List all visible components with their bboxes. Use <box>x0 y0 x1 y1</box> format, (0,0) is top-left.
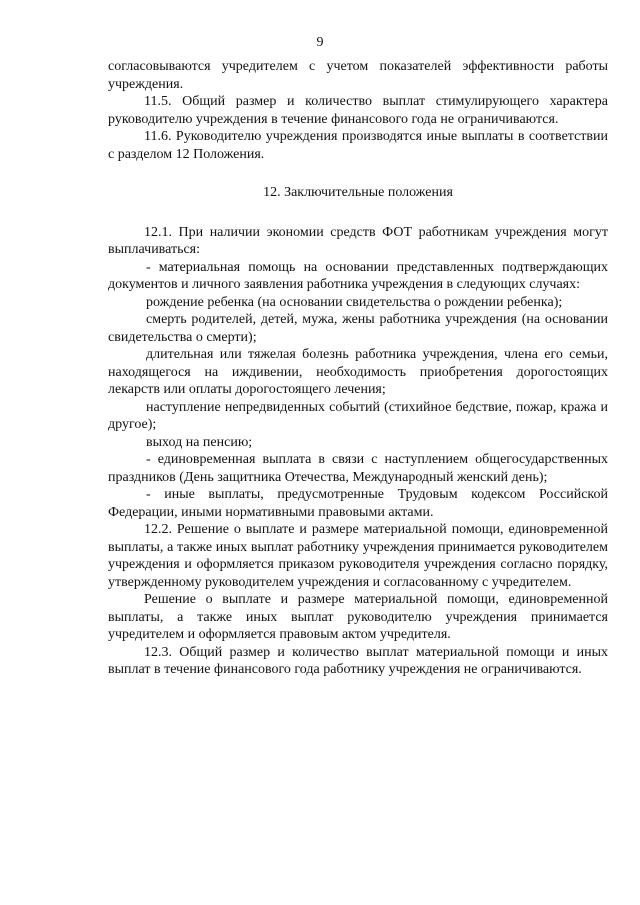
document-body <box>108 58 608 679</box>
paragraph-11-5: 11.5. Общий размер и количество выплат стимулирующего характера руководителю учреждения в течение финансового года не ограничиваются. <box>108 94 608 127</box>
list-item-illness: длительная или тяжелая болезнь работника учреждения, члена его семьи, находящегося на иждивении, необходимость приобретения дорогостоящих лекарств или оплаты дорогостоящего лечения; <box>108 347 608 397</box>
list-item-other-payments: - иные выплаты, предусмотренные Трудовым кодексом Российской Федерации, иными нормативными правовыми актами. <box>108 487 608 520</box>
paragraph-12-1: 12.1. При наличии экономии средств ФОТ работникам учреждения могут выплачиваться: <box>108 224 608 257</box>
list-item-material-aid: - материальная помощь на основании представленных подтверждающих документов и личного заявления работника учреждения в следующих случаях: <box>108 259 608 292</box>
section-heading: 12. Заключительные положения <box>263 185 453 200</box>
paragraph-decision-director: Решение о выплате и размере материальной помощи, единовременной выплаты, а также иных выплат руководителю учреждения принимается учредителем и оформляется правовым актом учредителя. <box>108 592 608 642</box>
page-number: 9 <box>316 35 324 50</box>
list-item-holiday-payment: - единовременная выплата в связи с наступлением общегосударственных праздников (День защитника Отечества, Международный женский день); <box>108 452 608 485</box>
paragraph-12-2: 12.2. Решение о выплате и размере материальной помощи, единовременной выплаты, а также иных выплат работнику учреждения принимается руководителем учреждения и оформляется приказом руководителя учреждения согласно порядку, утвержденному руководителем учреждения и согласованному с учредителем. <box>108 522 608 590</box>
list-item-child-birth: рождение ребенка (на основании свидетельства о рождении ребенка); <box>146 294 563 310</box>
list-item-death: смерть родителей, детей, мужа, жены работника учреждения (на основании свидетельства о смерти); <box>108 312 608 345</box>
list-item-unforeseen-events: наступление непредвиденных событий (стихийное бедствие, пожар, кража и другое); <box>108 399 608 432</box>
paragraph-11-6: 11.6. Руководителю учреждения производятся иные выплаты в соответствии с разделом 12 Положения. <box>108 129 608 162</box>
paragraph-11-4-continuation: согласовываются учредителем с учетом показателей эффективности работы учреждения. <box>108 59 608 92</box>
list-item-retirement: выход на пенсию; <box>146 434 253 450</box>
paragraph-12-3: 12.3. Общий размер и количество выплат материальной помощи и иных выплат в течение финансового года работнику учреждения не ограничиваются. <box>108 644 608 677</box>
